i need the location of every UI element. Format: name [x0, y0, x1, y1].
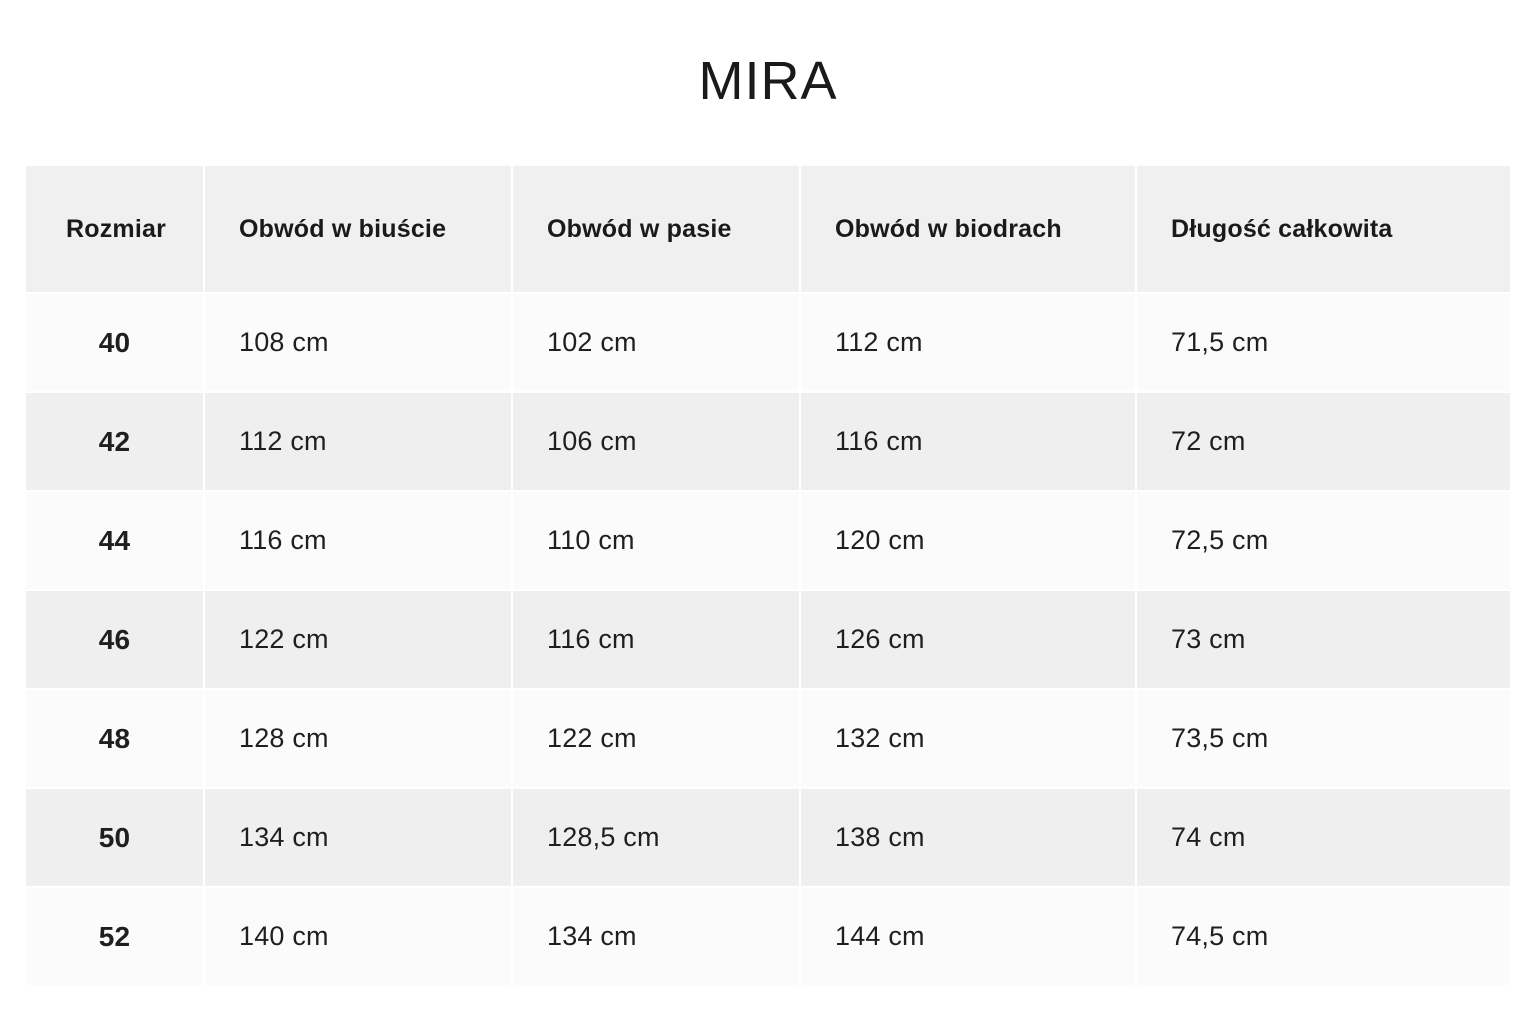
cell-waist: 116 cm: [512, 590, 800, 689]
size-table-container: [26, 166, 1510, 987]
cell-size: 52: [26, 887, 204, 986]
cell-bust: 122 cm: [204, 590, 512, 689]
cell-size: 40: [26, 293, 204, 392]
column-header-waist: Obwód w pasie: [512, 166, 800, 293]
column-header-length: Długość całkowita: [1136, 166, 1510, 293]
table-row: [26, 293, 1510, 392]
column-header-hips: Obwód w biodrach: [800, 166, 1136, 293]
cell-length: 72 cm: [1136, 392, 1510, 491]
cell-waist: 134 cm: [512, 887, 800, 986]
cell-size: 46: [26, 590, 204, 689]
table-row: [26, 788, 1510, 887]
cell-waist: 106 cm: [512, 392, 800, 491]
cell-hips: 144 cm: [800, 887, 1136, 986]
table-header: [26, 166, 1510, 293]
table-row: [26, 689, 1510, 788]
cell-hips: 132 cm: [800, 689, 1136, 788]
cell-hips: 120 cm: [800, 491, 1136, 590]
table-body: [26, 293, 1510, 986]
column-header-bust: Obwód w biuście: [204, 166, 512, 293]
table-row: [26, 590, 1510, 689]
cell-hips: 112 cm: [800, 293, 1136, 392]
cell-length: 71,5 cm: [1136, 293, 1510, 392]
cell-waist: 128,5 cm: [512, 788, 800, 887]
cell-size: 50: [26, 788, 204, 887]
cell-hips: 116 cm: [800, 392, 1136, 491]
cell-length: 74,5 cm: [1136, 887, 1510, 986]
table-header-row: [26, 166, 1510, 293]
cell-waist: 122 cm: [512, 689, 800, 788]
cell-bust: 134 cm: [204, 788, 512, 887]
cell-length: 74 cm: [1136, 788, 1510, 887]
cell-bust: 108 cm: [204, 293, 512, 392]
cell-length: 72,5 cm: [1136, 491, 1510, 590]
table-row: [26, 392, 1510, 491]
cell-size: 42: [26, 392, 204, 491]
cell-size: 44: [26, 491, 204, 590]
cell-hips: 126 cm: [800, 590, 1136, 689]
cell-bust: 116 cm: [204, 491, 512, 590]
table-row: [26, 887, 1510, 986]
page-title: MIRA: [698, 51, 838, 111]
cell-bust: 128 cm: [204, 689, 512, 788]
cell-waist: 110 cm: [512, 491, 800, 590]
cell-bust: 112 cm: [204, 392, 512, 491]
cell-bust: 140 cm: [204, 887, 512, 986]
table-row: [26, 491, 1510, 590]
cell-size: 48: [26, 689, 204, 788]
column-header-size: Rozmiar: [26, 166, 204, 293]
cell-waist: 102 cm: [512, 293, 800, 392]
cell-length: 73,5 cm: [1136, 689, 1510, 788]
cell-length: 73 cm: [1136, 590, 1510, 689]
size-table: [26, 166, 1510, 987]
cell-hips: 138 cm: [800, 788, 1136, 887]
